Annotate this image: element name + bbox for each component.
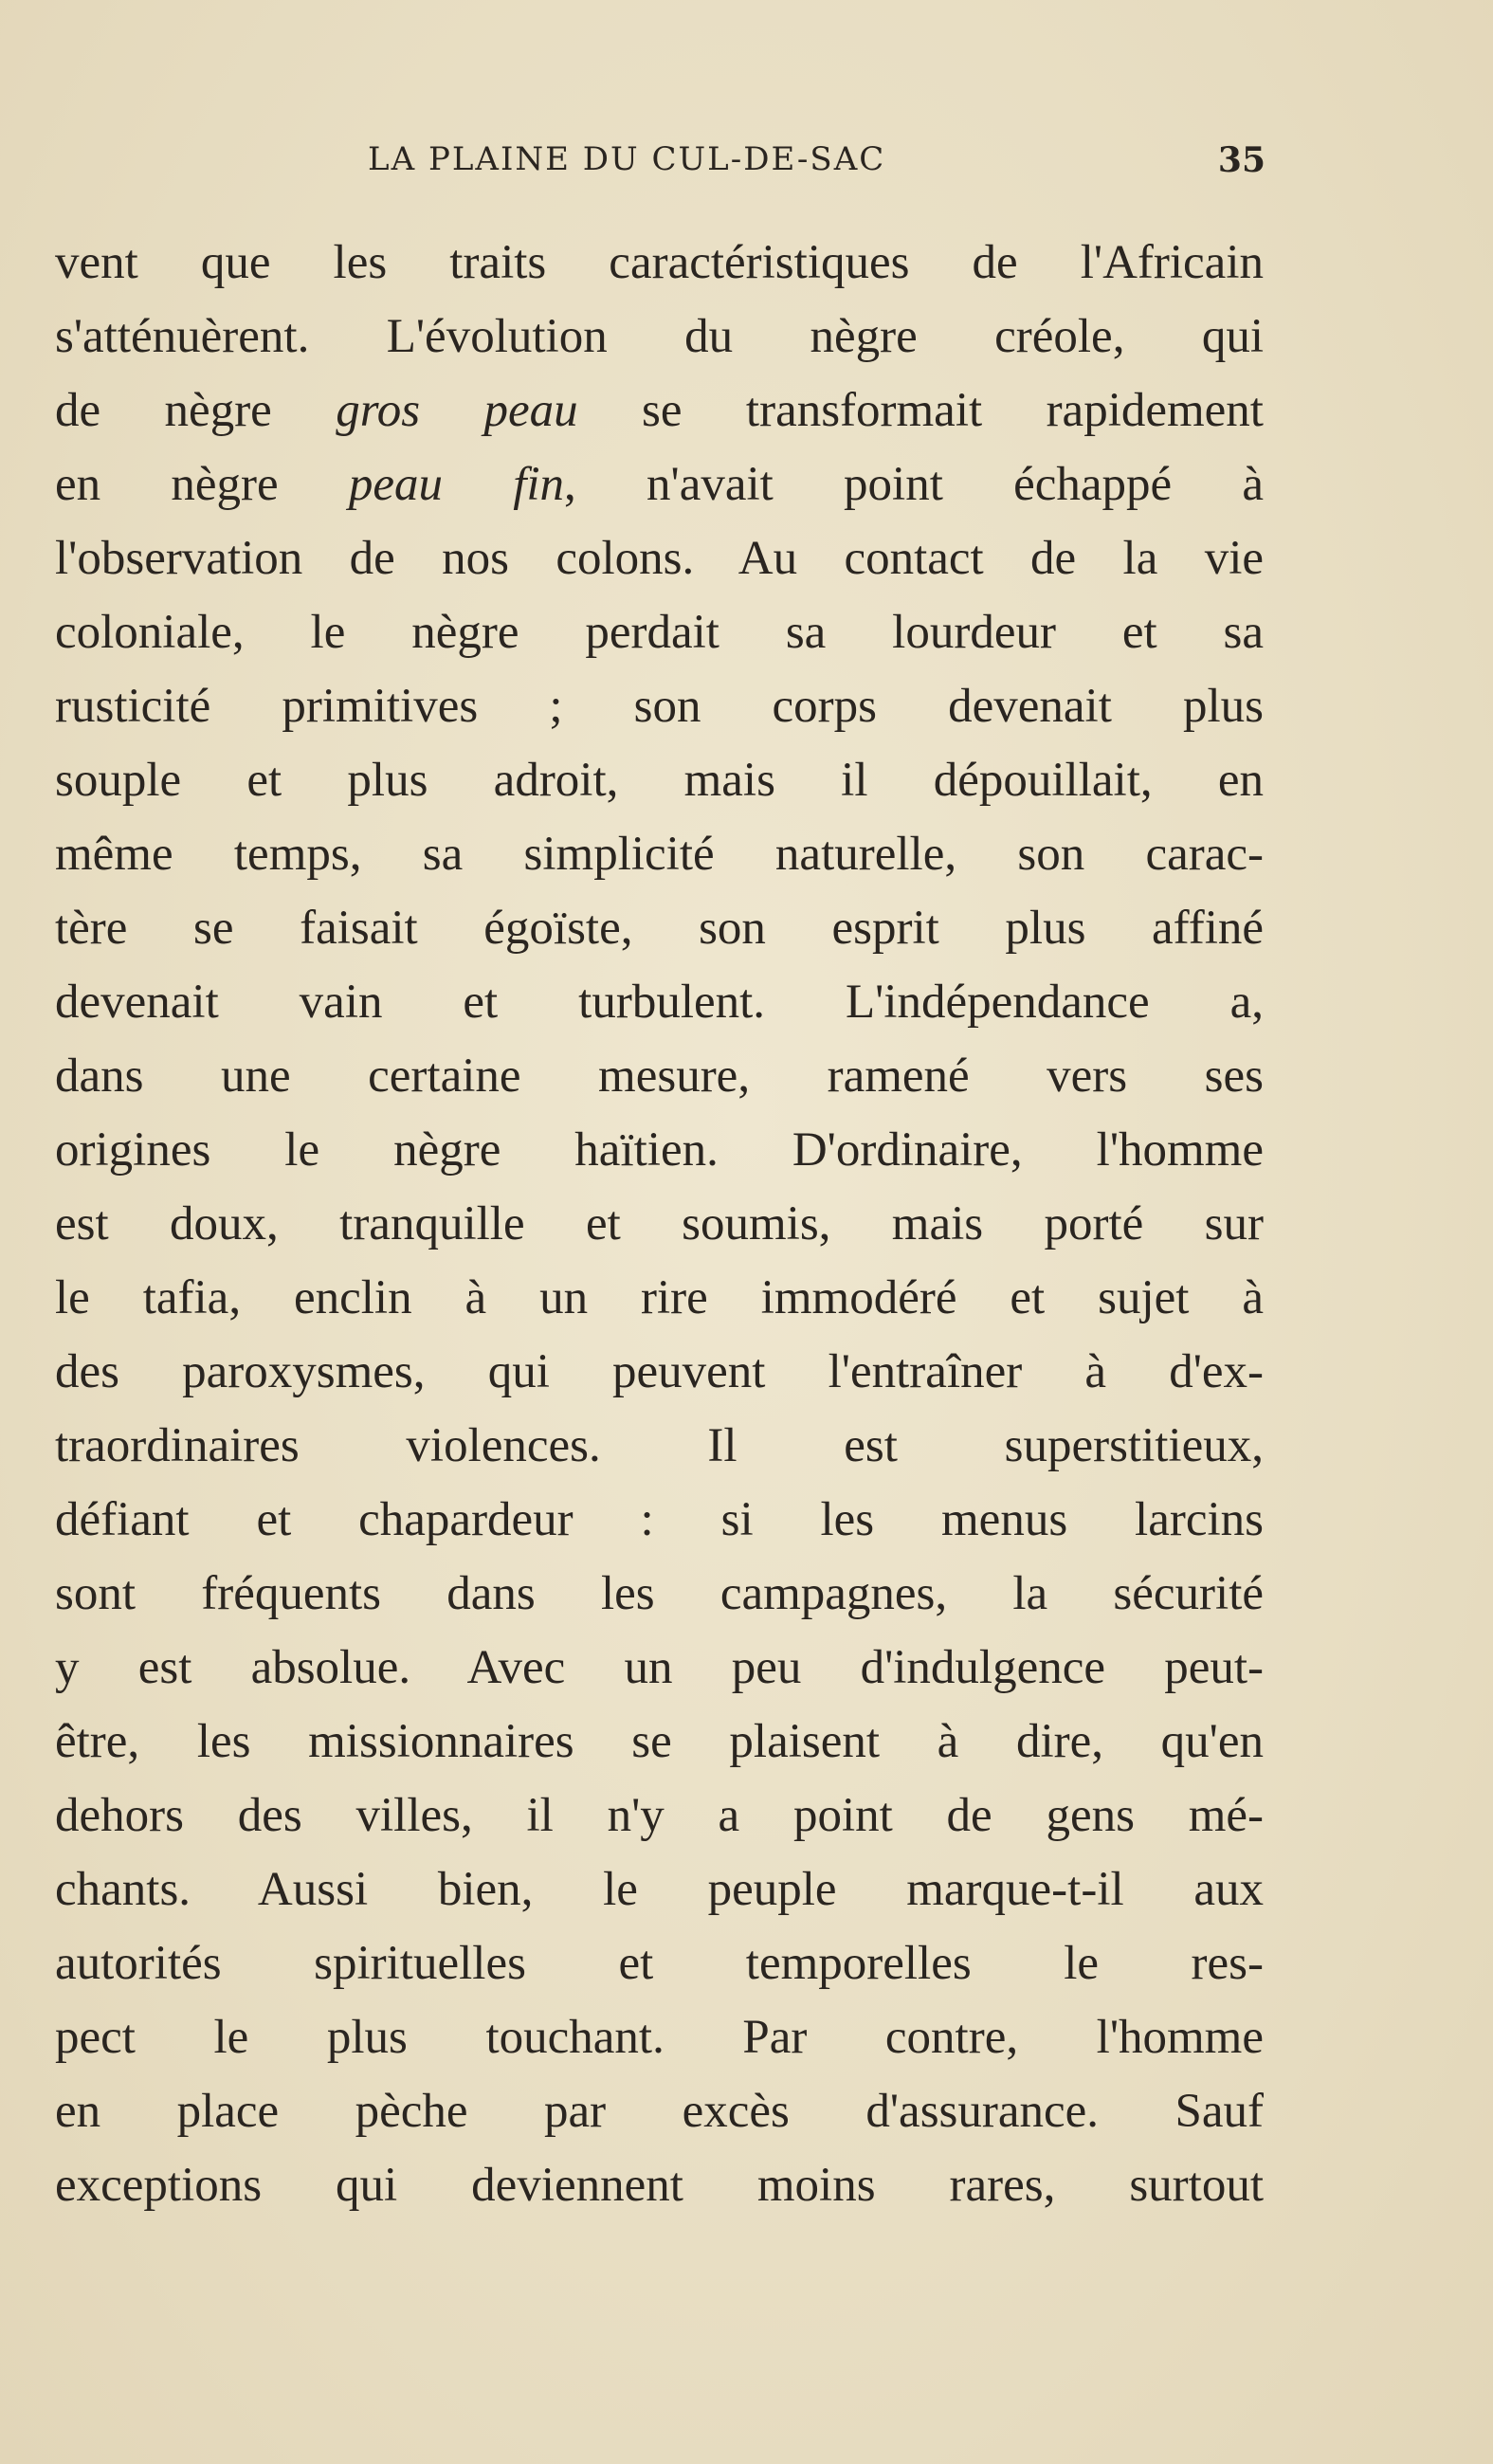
text-line: souple et plus adroit, mais il dépouillait, en [55,754,1264,807]
text-line: en place pèche par excès d'assurance. Sauf [55,2085,1264,2138]
text-line: être, les missionnaires se plaisent à dire, qu'en [55,1715,1264,1768]
text-line: même temps, sa simplicité naturelle, son carac- [55,828,1264,881]
text-line: en nègre peau fin, n'avait point échappé à [55,458,1264,511]
text-line: de nègre gros peau se transformait rapidement [55,384,1264,437]
text-line: tère se faisait égoïste, son esprit plus affiné [55,902,1264,955]
text-line: défiant et chapardeur : si les menus larcins [55,1493,1264,1546]
italic-term: gros peau [336,384,578,437]
text-line: autorités spirituelles et temporelles le res- [55,1937,1264,1990]
text-line: vent que les traits caractéristiques de l'Africain [55,236,1264,289]
text-line: est doux, tranquille et soumis, mais porté sur [55,1197,1264,1250]
text-line: chants. Aussi bien, le peuple marque-t-il aux [55,1863,1264,1916]
text-line: devenait vain et turbulent. L'indépendance a, [55,976,1264,1029]
text-line: s'atténuèrent. L'évolution du nègre créole, qui [55,310,1264,363]
italic-term: peau fin [348,458,565,511]
text-line: pect le plus touchant. Par contre, l'homme [55,2011,1264,2064]
running-head [57,140,1265,182]
text-line: le tafia, enclin à un rire immodéré et sujet à [55,1271,1264,1324]
page-number: 35 [1217,140,1265,180]
text-line: traordinaires violences. Il est superstitieux, [55,1419,1264,1472]
text-line: sont fréquents dans les campagnes, la sécurité [55,1567,1264,1620]
text-line: l'observation de nos colons. Au contact de la vie [55,532,1264,585]
text-line: dehors des villes, il n'y a point de gens mé- [55,1789,1264,1842]
text-line: dans une certaine mesure, ramené vers ses [55,1049,1264,1103]
text-line: origines le nègre haïtien. D'ordinaire, l'homme [55,1123,1264,1177]
body-text [55,226,1264,2222]
text-line: rusticité primitives ; son corps devenait plus [55,680,1264,733]
text-line: exceptions qui deviennent moins rares, surtout [55,2159,1264,2212]
text-line: des paroxysmes, qui peuvent l'entraîner à d'ex- [55,1345,1264,1398]
text-line: y est absolue. Avec un peu d'indulgence peut- [55,1641,1264,1694]
running-title: LA PLAINE DU CUL-DE-SAC [368,140,886,178]
text-line: coloniale, le nègre perdait sa lourdeur et sa [55,606,1264,659]
